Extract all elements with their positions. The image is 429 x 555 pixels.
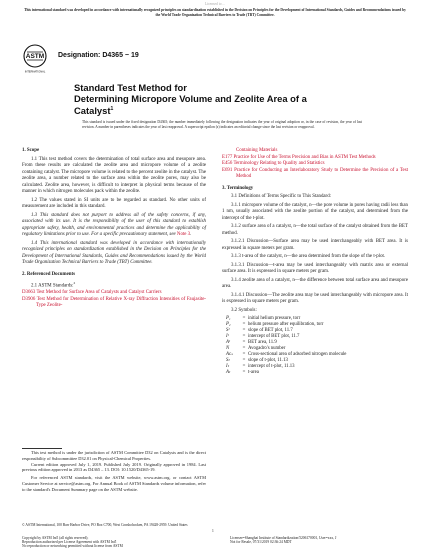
top-watermark: Licensed to ...	[204, 2, 226, 6]
page-title	[74, 82, 374, 116]
footnote-1b: Current edition approved July 1, 2019. Published July 2019. Originally approved in 1984. Last previous edition approved in 2013 as D4365 – 13. DOI: 10.1520/D4365-19.	[22, 461, 206, 473]
astm-logo	[22, 44, 48, 74]
symbols-table	[226, 316, 406, 376]
header-notice: This international standard was developed in accordance with internationally recognized principles on standardization established in the Decision on Principles for the Development of International Standards, Guides and Recommendations issued by the World Trade Organization Technical Barriers to Trade (TBT) Committee.	[24, 8, 406, 17]
symbol-row: Iᴵ = intercept of BET plot, 11.7	[226, 334, 300, 339]
footer-license-right: Licensee=Shanghai Institute of Standardization/5206170001, User=xxx, J Not for Resale, 07/31/2019 02:36:24 MDT	[230, 536, 337, 544]
para-3-1-3: 3.1.3 t-area of the catalyst, n—the area determined from the slope of the t-plot.	[231, 254, 386, 259]
symbol-row: Aᴄₛ = Cross-sectional area of adsorbed nitrogen molecule	[226, 352, 347, 357]
para-3-1: 3.1 Definitions of Terms Specific to This Standard:	[231, 194, 331, 199]
right-column	[222, 148, 408, 376]
para-1-4: 1.4 This international standard was developed in accordance with internationally recognized principles on standardization established in the Decision on Principles for the Development of International Standards, Guides and Recommendations issued by the World Trade Organization Technical Barriers to Trade (TBT) Committee.	[22, 240, 206, 265]
reference-e456[interactable]: E456 Terminology Relating to Quality and Statistics	[222, 161, 325, 166]
reference-d3906[interactable]: D3906 Test Method for Determination of Relative X-ray Diffraction Intensities of Faujasite-Type Zeolite-	[22, 296, 206, 309]
symbol-row: Aₜ = t-area	[226, 370, 259, 375]
section-scope-heading: 1. Scope	[22, 148, 40, 153]
svg-text:ASTM: ASTM	[25, 53, 45, 60]
symbol-row: N = Avogadro's number	[226, 346, 286, 351]
footnotes	[22, 450, 206, 493]
para-2-1: 2.1 ASTM Standards:$^2$	[31, 281, 76, 289]
footnote-1: This test method is under the jurisdiction of ASTM Committee D32 on Catalysts and is the direct responsibility of Subcommittee D32.01 on Physical-Chemical Properties.	[22, 450, 206, 461]
para-3-1-4: 3.1.4 zeolite area of a catalyst, n—the difference between total surface area and mesopore area.	[222, 277, 408, 289]
para-3-1-1: 3.1.1 micropore volume of the catalyst, n—the pore volume in pores having radii less than 1 nm, usually associated with the zeolite portion of the catalyst, and determined from the intercept of the t-plot.	[222, 202, 408, 221]
designation: Designation: D4365 − 19	[58, 52, 139, 59]
para-3-2: 3.2 Symbols:	[231, 307, 257, 313]
section-terminology-heading: 3. Terminology	[222, 185, 254, 191]
para-3-1-4-1: 3.1.4.1 Discussion—The zeolite area may be used interchangeably with micropore area. It is expressed in square meters per gram.	[222, 292, 408, 304]
symbol-row: Sᴵ = slope of BET plot, 11.7	[226, 328, 293, 333]
symbol-row: Sₜ = slope of t-plot, 11.13	[226, 358, 288, 363]
symbol-row: P₁ = initial helium pressure, torr	[226, 316, 301, 321]
left-column	[22, 148, 206, 310]
reference-e691[interactable]: E691 Practice for Conducting an Interlaboratory Study to Determine the Precision of a Test Method	[222, 167, 408, 179]
para-1-3: 1.3 This standard does not purport to address all of the safety concerns, if any, associated with its use. It is the responsibility of the user of this standard to establish appropriate safety, health, and environmental practices and determine the applicability of regulatory limitations prior to use. For a specific precautionary statement, see Note 3.	[22, 212, 206, 237]
para-3-1-3-1: 3.1.3.1 Discussion—t-area may be used interchangeably with matrix area or external surface area. It is expressed in square meters per gram.	[222, 262, 408, 274]
symbol-row: P₂ = helium pressure after equilibration, torr	[226, 322, 324, 327]
para-3-1-2-1: 3.1.2.1 Discussion—Surface area may be used interchangeably with BET area. It is expressed in square meters per gram.	[222, 239, 408, 251]
section-referenced-heading: 2. Referenced Documents	[22, 271, 76, 277]
para-1-2: 1.2 The values stated in SI units are to be regarded as standard. No other units of measurement are included in this standard.	[22, 197, 206, 209]
astm-logo-icon	[22, 44, 48, 74]
title-line-3: Catalyst$^1$	[74, 105, 114, 117]
footer-license-left: Copyright by ASTM Int'l (all rights reserved); Reproduction authorized per License Agreement with ASTM Int'l No reproduction or networking permitted without license from ASTM	[22, 536, 123, 548]
symbol-row: Iₜ = intercept of t-plot, 11.13	[226, 364, 295, 369]
copyright-line: © ASTM International, 100 Barr Harbor Drive, PO Box C700, West Conshohocken, PA 19428-2959. United States	[22, 523, 188, 527]
reference-d3906-cont[interactable]: Containing Materials	[236, 148, 278, 153]
issuance-note: This standard is issued under the fixed designation D4365; the number immediately following the designation indicates the year of original adoption or, in the case of revision, the year of last revision. A number in parentheses indicates the year of last reapproval. A superscript epsilon (ε) indicates an editorial change since the last revision or reapproval.	[82, 120, 362, 129]
note-3-link[interactable]: Note 3	[176, 232, 191, 237]
reference-e177[interactable]: E177 Practice for Use of the Terms Precision and Bias in ASTM Test Methods	[222, 154, 376, 160]
svg-text:INTERNATIONAL: INTERNATIONAL	[24, 70, 46, 74]
title-line-1: Standard Test Method for	[74, 82, 187, 93]
reference-d3663[interactable]: D3663 Test Method for Surface Area of Catalysts and Catalyst Carriers	[22, 290, 162, 296]
footnote-2: For referenced ASTM standards, visit the ASTM website, www.astm.org, or contact ASTM Customer Service at service@astm.org. For Annual Book of ASTM Standards volume information, refer to the standard's Document Summary page on the ASTM website.	[22, 475, 206, 492]
title-line-2: Determining Micropore Volume and Zeolite Area of a	[74, 93, 307, 104]
para-3-1-2: 3.1.2 surface area of a catalyst, n—the total surface of the catalyst obtained from the BET method.	[222, 224, 408, 236]
para-1-1: 1.1 This test method covers the determination of total surface area and mesopore area. From these results are calculated the zeolite area and micropore volume of a zeolite containing catalyst. The micropore volume is related to the percent zeolite in the catalyst. The zeolite area, a number related to the surface area within the zeolite pores, may also be calculated. Zeolite area, however, is difficult to interpret in physical terms because of the manner in which nitrogen molecules pack within the zeolite.	[22, 156, 206, 194]
symbol-row: Aᴵ = BET area, 11.9	[226, 340, 277, 345]
page-number: 1	[212, 529, 214, 533]
footnote-divider	[22, 448, 62, 449]
